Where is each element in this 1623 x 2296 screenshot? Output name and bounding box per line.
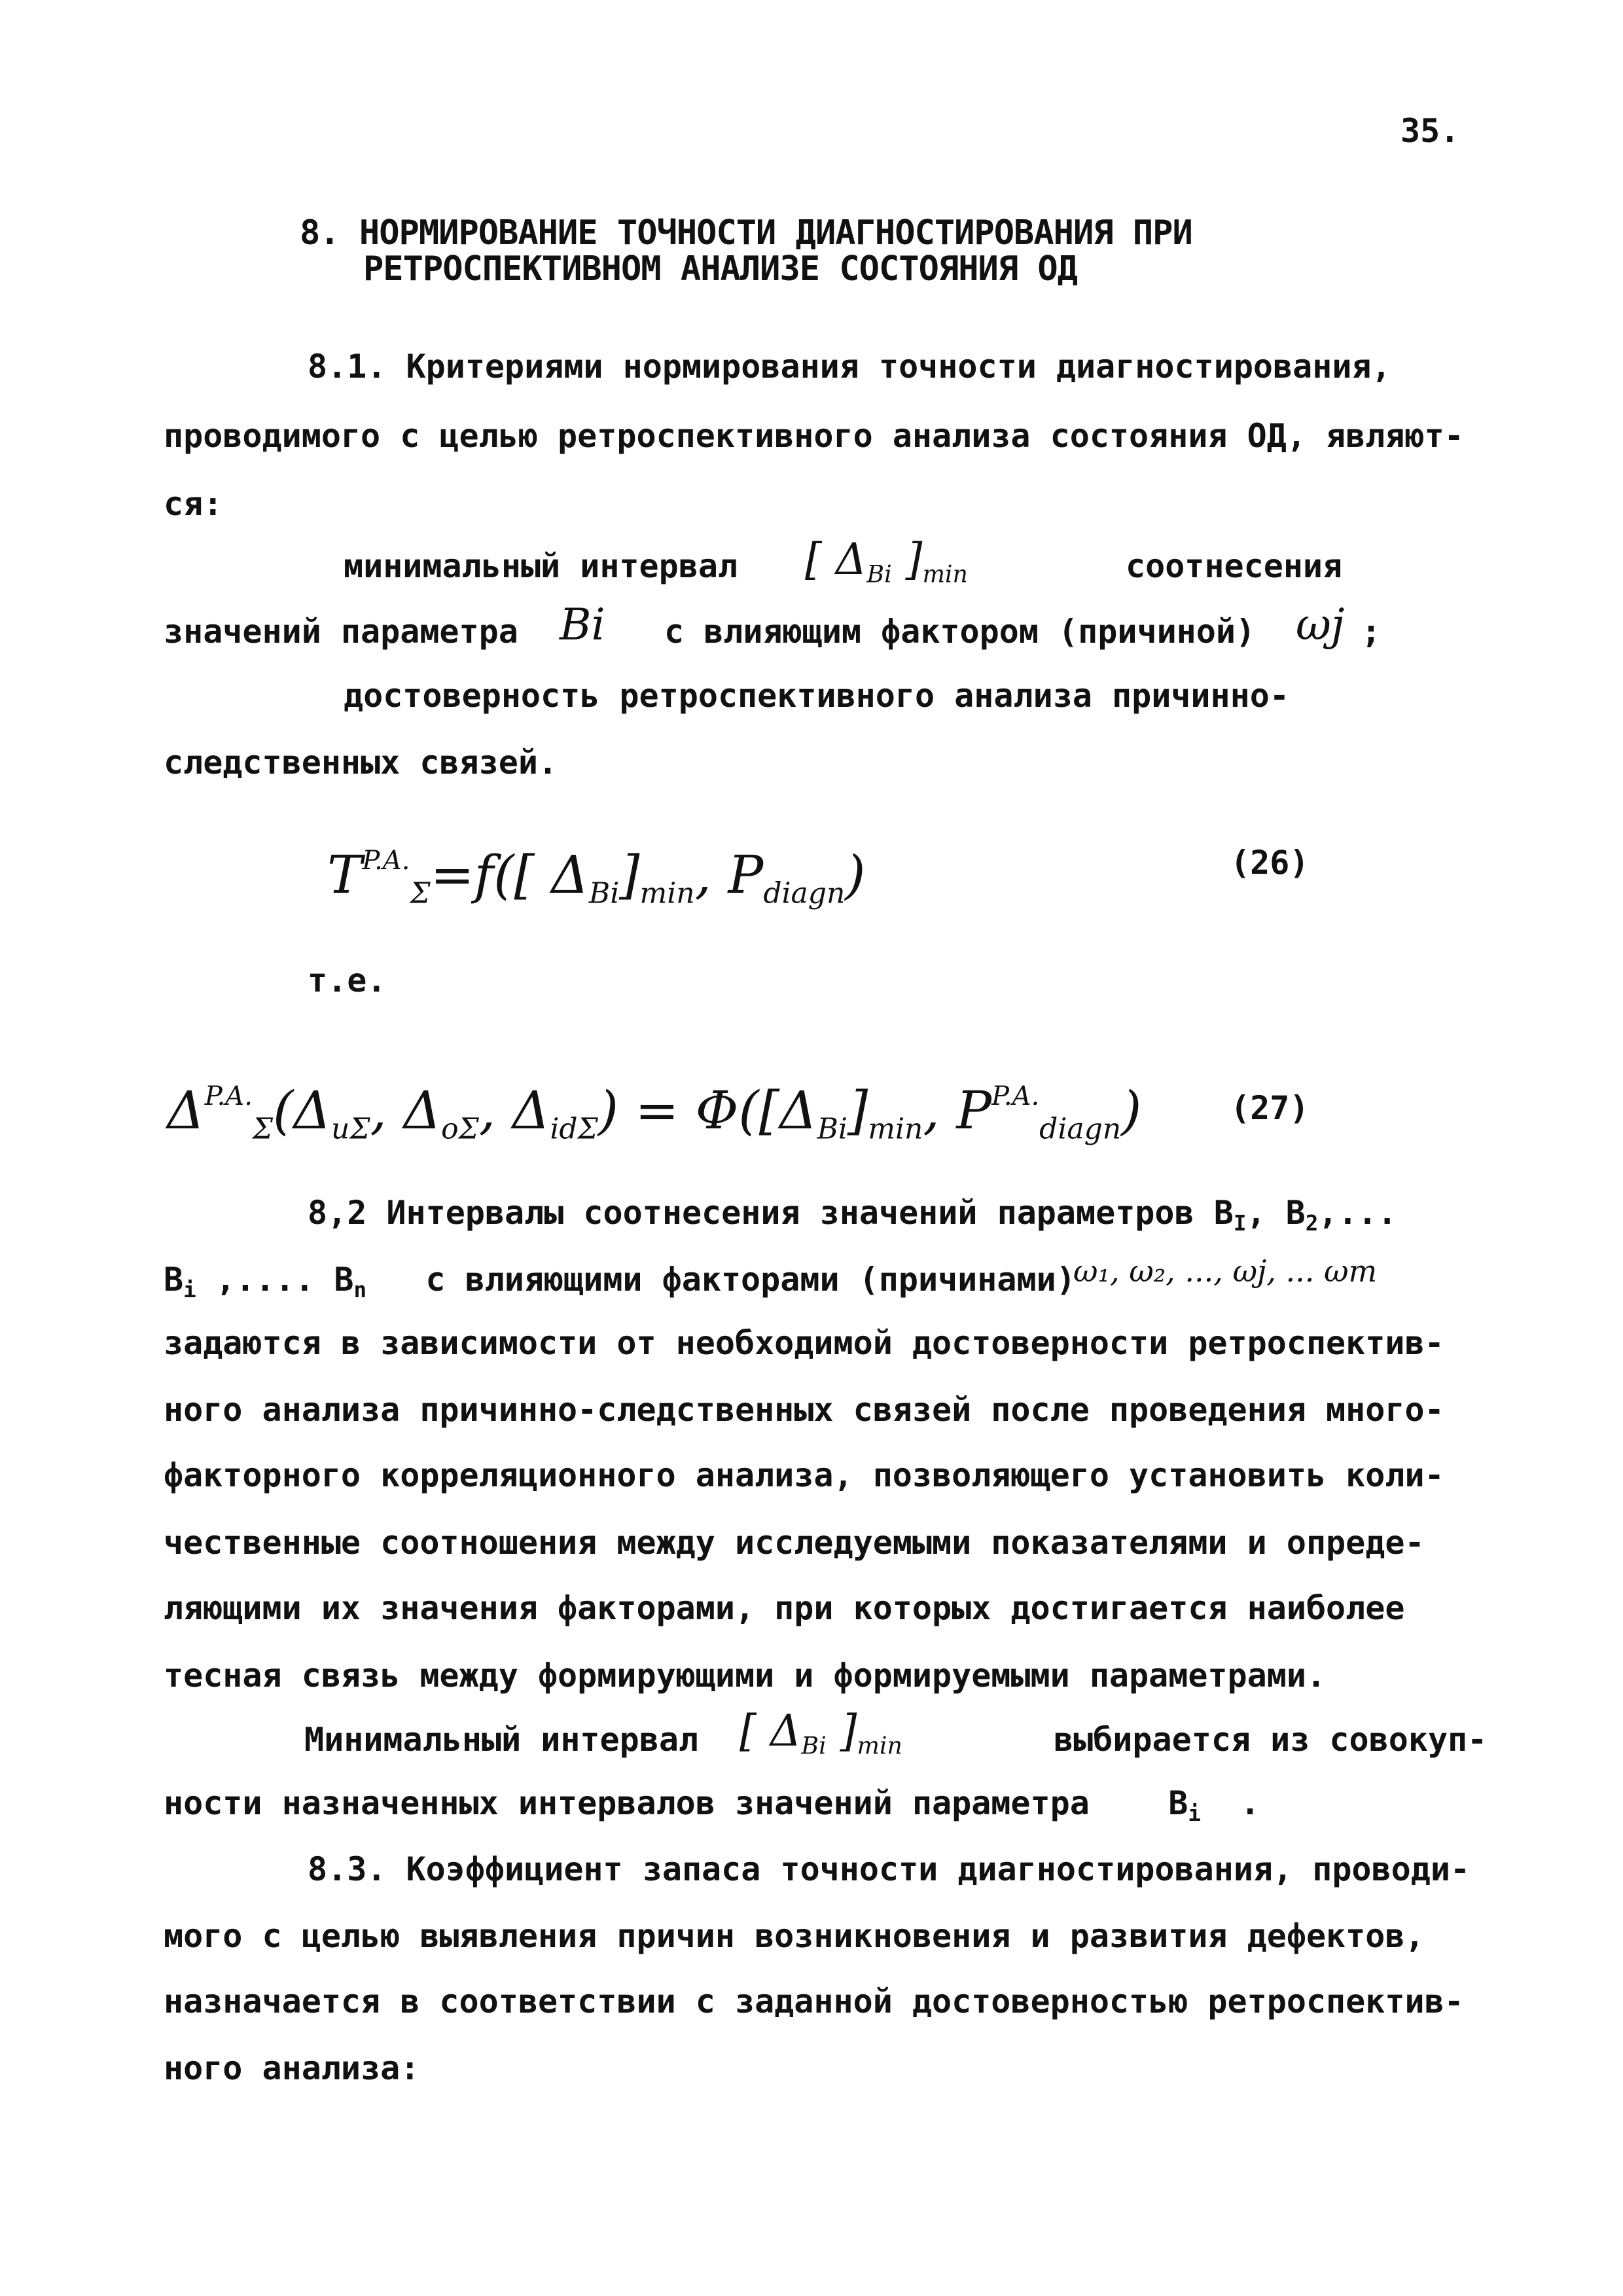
s82-line-8: тесная связь между формирующими и формируемыми параметрами. — [164, 1657, 1327, 1695]
criterion-1-line-2-end: ; — [1361, 613, 1382, 651]
criterion-1-param: Bi — [560, 600, 605, 650]
section-heading-line-1: 8. НОРМИРОВАНИЕ ТОЧНОСТИ ДИАГНОСТИРОВАНИЯ ПРИ — [300, 213, 1192, 253]
criterion-1-interval-formula: [ $\Delta_{Bi}$ ]$_{min}$ — [805, 534, 968, 588]
min-interval-text-a: Минимальный интервал — [304, 1721, 699, 1759]
s82-line-7: ляющими их значения факторами, при которых достигается наиболее — [164, 1589, 1405, 1627]
s82-line-4: ного анализа причинно-следственных связей после проведения много- — [164, 1391, 1444, 1429]
equation-27-number: (27) — [1230, 1089, 1310, 1127]
s82-line-2: $B_i$ ,.... $B_n$ с влияющими факторами (причинами) — [164, 1261, 1076, 1302]
criterion-1-line-2-b: с влияющим фактором (причиной) — [664, 613, 1256, 651]
s83-line-4: ного анализа: — [164, 2049, 420, 2087]
te-label: т.е. — [308, 961, 387, 999]
criterion-1-line-2-a: значений параметра — [164, 613, 518, 651]
equation-26-number: (26) — [1230, 844, 1310, 882]
min-interval-line-2: ности назначенных интервалов значений параметра $B_i$ . — [164, 1784, 1260, 1826]
page-number: 35. — [1400, 112, 1460, 150]
s82-line-5: факторного корреляционного анализа, позволяющего установить коли- — [164, 1456, 1444, 1494]
min-interval-text-b: выбирается из совокуп- — [1054, 1721, 1488, 1759]
criterion-2-line-1: достоверность ретроспективного анализа причинно- — [344, 677, 1289, 715]
s82-line-3: задаются в зависимости от необходимой достоверности ретроспектив- — [164, 1324, 1444, 1362]
s83-line-2: мого с целью выявления причин возникновения и развития дефектов, — [164, 1917, 1425, 1955]
s82-factors-handwritten: ω₁, ω₂, ..., ωj, ... ωm — [1073, 1253, 1378, 1289]
section-heading-line-2: РЕТРОСПЕКТИВНОМ АНАЛИЗЕ СОСТОЯНИЯ ОД — [363, 249, 1078, 289]
s82-line-1: 8,2 Интервалы соотнесения значений параметров $B_I$, $B_2$,... — [308, 1194, 1397, 1236]
min-interval-formula: [ $\Delta_{Bi}$ ]$_{min}$ — [740, 1706, 902, 1760]
s83-line-1: 8.3. Коэффициент запаса точности диагностирования, проводи- — [308, 1850, 1471, 1888]
s82-line-6: чественные соотношения между исследуемыми показателями и опреде- — [164, 1524, 1425, 1562]
s81-line-1: 8.1. Критериями нормирования точности диагностирования, — [308, 348, 1391, 386]
s81-line-3: ся: — [164, 485, 223, 523]
criterion-1-factor: ωj — [1296, 600, 1345, 650]
equation-27: $\Delta^{P.A.}_\Sigma(\Delta_{u\Sigma}$, $\Delta_{o\Sigma}$, $\Delta_{id\Sigma}) = \Phi([\Delta_{Bi}]_{min}$, $P^{P.A.}_{diagn}$) — [167, 1080, 1142, 1146]
equation-26: $T^{P.A.}_\Sigma=f$([ $\Delta_{Bi}]_{min}$, $P_{diagn}$) — [327, 844, 866, 910]
criterion-1-text-a: минимальный интервал — [344, 547, 738, 585]
criterion-2-line-2: следственных связей. — [164, 744, 558, 781]
s81-line-2: проводимого с целью ретроспективного анализа состояния ОД, являют- — [164, 417, 1464, 455]
criterion-1-text-b: соотнесения — [1126, 547, 1343, 585]
s83-line-3: назначается в соответствии с заданной достоверностью ретроспектив- — [164, 1982, 1464, 2020]
